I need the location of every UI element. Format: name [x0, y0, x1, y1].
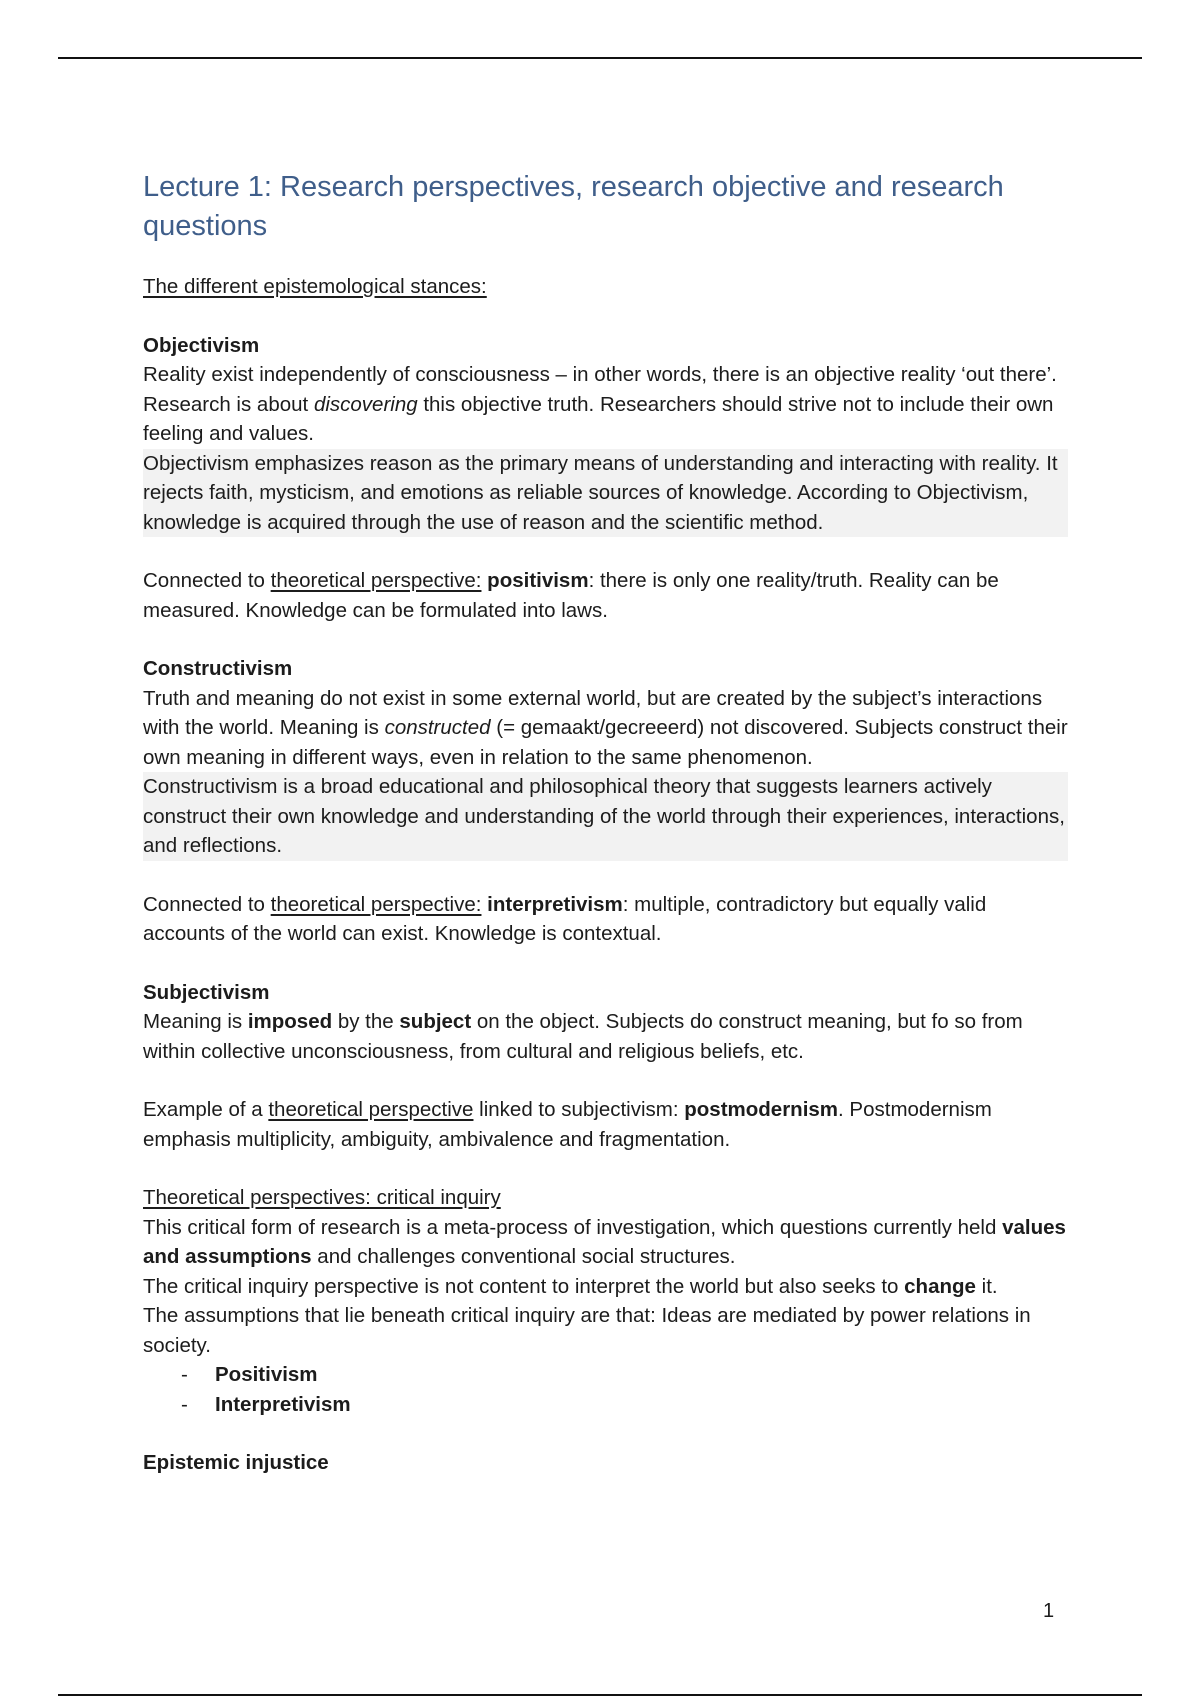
header-rule	[58, 57, 1142, 59]
page-number: 1	[1043, 1600, 1055, 1622]
list-item: - Positivism	[181, 1360, 1068, 1390]
italic-term: discovering	[313, 392, 418, 416]
objectivism-heading: Objectivism	[143, 333, 260, 357]
text-span: Truth and meaning do not exist in some external world, but are created by the subject’s interactions with the world. Meaning is	[143, 686, 1043, 739]
underlined-term: theoretical perspective:	[270, 569, 482, 592]
bold-term: postmodernism	[684, 1098, 839, 1121]
subjectivism-paragraph-1	[143, 1007, 1068, 1066]
text-span: Reality exist independently of consciousness – in other words, there is an objective reality ‘out there’. Research is about	[143, 363, 1057, 416]
bold-term: positivism	[487, 569, 589, 592]
list-item: - Interpretivism	[181, 1390, 1068, 1420]
text-span: it.	[975, 1274, 998, 1298]
constructivism-paragraph-1	[143, 684, 1068, 773]
text-span: Meaning is	[143, 1010, 248, 1033]
critical-paragraph-3: The assumptions that lie beneath critical inquiry are that: Ideas are mediated by power relations in society.	[143, 1304, 1031, 1357]
page-title: Lecture 1: Research perspectives, research objective and research questions	[143, 171, 1004, 242]
bullet-list	[143, 1360, 1068, 1419]
text-span: and challenges conventional social structures.	[311, 1245, 736, 1268]
underlined-term: theoretical perspective	[268, 1098, 474, 1121]
constructivism-connection	[143, 890, 1068, 949]
text-span: on the object. Subjects do construct meaning, but fo so from within collective unconsciousness, from cultural and religious beliefs, etc.	[143, 1010, 1023, 1063]
text-span: This critical form of research is a meta-process of investigation, which questions currently held	[143, 1215, 1003, 1239]
critical-inquiry-heading	[143, 1183, 1068, 1213]
text-span: : multiple, contradictory but equally valid accounts of the world can exist. Knowledge is contextual.	[143, 892, 987, 945]
text-span: (= gemaakt/gecreeerd) not discovered. Subjects construct their own meaning in different ways, even in relation to the same phenomenon.	[143, 716, 1068, 769]
italic-term: constructed	[384, 716, 491, 739]
text-span: . Postmodernism emphasis multiplicity, ambiguity, ambivalence and fragmentation.	[143, 1098, 992, 1151]
text-span: : there is only one reality/truth. Reality can be measured. Knowledge can be formulated into laws.	[143, 569, 999, 622]
bold-term: values and assumptions	[143, 1215, 1066, 1268]
underlined-heading: Theoretical perspectives: critical inquiry	[143, 1186, 501, 1209]
bold-term: imposed	[247, 1010, 333, 1033]
underlined-term: theoretical perspective:	[270, 892, 482, 916]
bold-term: interpretivism	[487, 892, 623, 916]
text-span: by the	[332, 1010, 400, 1033]
bold-term: change	[904, 1274, 976, 1298]
subjectivism-example	[143, 1095, 1068, 1154]
text-span: this objective truth. Researchers should strive not to include their own feeling and values.	[143, 392, 1054, 445]
critical-paragraph-1	[143, 1213, 1068, 1272]
epistemic-injustice-heading: Epistemic injustice	[143, 1451, 329, 1474]
constructivism-heading: Constructivism	[143, 657, 293, 680]
objectivism-paragraph-1	[143, 360, 1068, 449]
text-span: Connected to	[143, 569, 271, 592]
subtitle-text: The different epistemological stances:	[143, 275, 487, 298]
subjectivism-heading: Subjectivism	[143, 980, 270, 1004]
bold-term: subject	[399, 1010, 472, 1033]
document-page	[143, 168, 1068, 1478]
footer-rule	[58, 1694, 1142, 1696]
text-span: linked to subjectivism:	[473, 1098, 685, 1121]
objectivism-paragraph-2: Objectivism emphasizes reason as the primary means of understanding and interacting with reality. It rejects faith, mysticism, and emotions as reliable sources of knowledge. According to Objectivism, knowledge is acquired through the use of reason and the scientific method.	[143, 449, 1068, 538]
objectivism-connection	[143, 566, 1068, 625]
text-span: Example of a	[143, 1098, 269, 1121]
text-span: The critical inquiry perspective is not content to interpret the world but also seeks to	[143, 1274, 905, 1298]
critical-paragraph-2	[143, 1272, 1068, 1302]
constructivism-paragraph-2: Constructivism is a broad educational and philosophical theory that suggests learners actively construct their own knowledge and understanding of the world through their experiences, interactions, and reflections.	[143, 772, 1068, 861]
text-span: Connected to	[143, 892, 271, 916]
section-subtitle	[143, 272, 1068, 302]
